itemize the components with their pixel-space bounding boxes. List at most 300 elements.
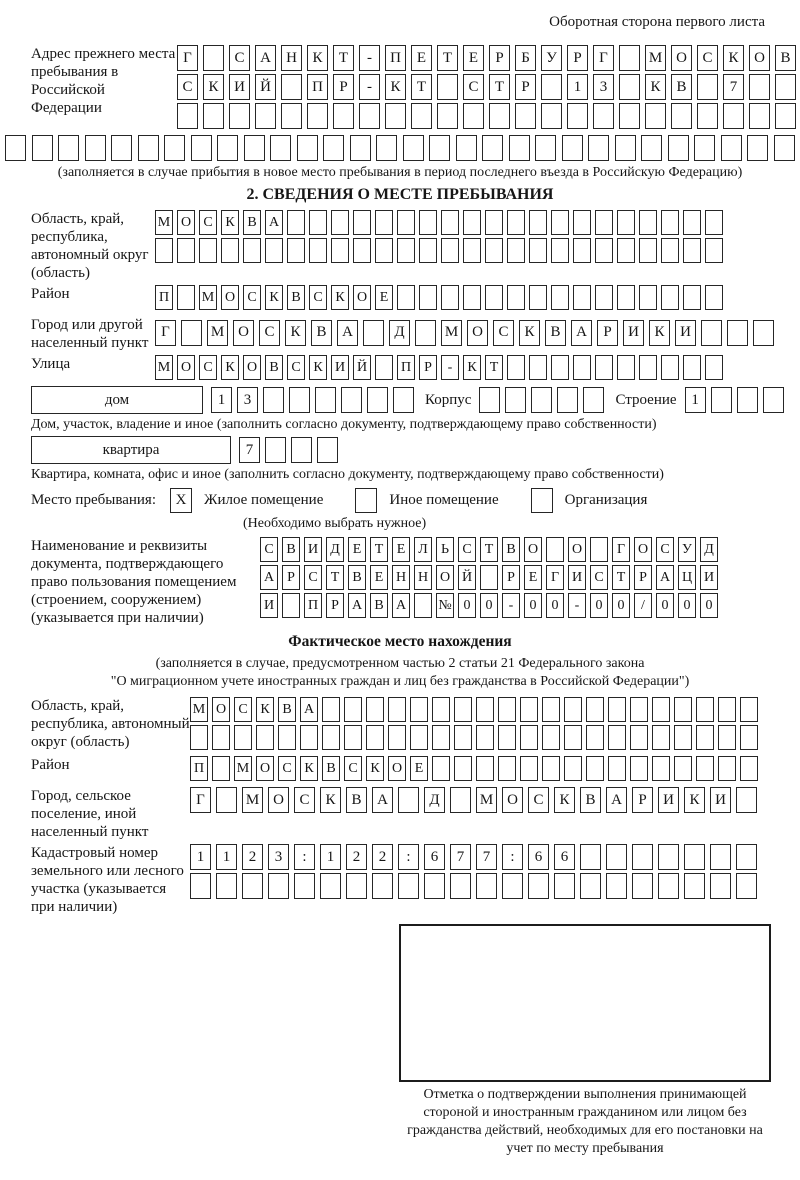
char-cell — [297, 135, 318, 161]
char-cell — [586, 725, 604, 750]
char-cell — [177, 103, 198, 129]
actual-city-row — [190, 787, 795, 813]
char-cell: В — [311, 320, 332, 346]
char-cell: С — [304, 565, 322, 590]
char-cell — [454, 697, 472, 722]
char-cell — [509, 135, 530, 161]
char-cell — [432, 697, 450, 722]
char-cell — [281, 74, 302, 100]
char-cell — [652, 756, 670, 781]
region-grids — [155, 210, 795, 266]
char-cell: 2 — [242, 844, 263, 870]
char-cell — [58, 135, 79, 161]
char-cell: О — [749, 45, 770, 71]
char-cell — [661, 210, 679, 235]
char-cell: - — [568, 593, 586, 618]
char-cell — [727, 320, 748, 346]
korpus-label: Корпус — [425, 391, 472, 408]
char-cell: 1 — [320, 844, 341, 870]
char-cell: Р — [515, 74, 536, 100]
char-cell — [639, 238, 657, 263]
char-cell — [300, 725, 318, 750]
char-cell: С — [287, 355, 305, 380]
char-cell — [282, 593, 300, 618]
stay-checkbox-organization — [531, 488, 553, 513]
char-cell — [331, 210, 349, 235]
region-label: Область, край, республика, автономный округ (область) — [31, 211, 149, 281]
char-cell: К — [331, 285, 349, 310]
char-cell: Р — [489, 45, 510, 71]
char-cell — [498, 725, 516, 750]
char-cell: В — [282, 537, 300, 562]
stay-option-label-other-premises: Иное помещение — [389, 492, 499, 508]
char-cell: Т — [485, 355, 503, 380]
char-cell: В — [502, 537, 520, 562]
char-cell — [372, 873, 393, 899]
char-cell: А — [656, 565, 674, 590]
char-cell — [505, 387, 526, 413]
char-cell — [424, 873, 445, 899]
char-cell: О — [568, 537, 586, 562]
char-cell: Г — [546, 565, 564, 590]
char-cell — [375, 210, 393, 235]
char-cell — [397, 285, 415, 310]
char-cell: У — [541, 45, 562, 71]
house-row — [31, 386, 795, 414]
char-cell — [441, 238, 459, 263]
char-cell — [595, 355, 613, 380]
street-block — [5, 355, 795, 383]
char-cell: Д — [700, 537, 718, 562]
char-cell — [619, 74, 640, 100]
char-cell — [683, 210, 701, 235]
document-grids — [260, 537, 795, 621]
actual-district-label: Район — [31, 757, 70, 773]
char-cell: О — [233, 320, 254, 346]
char-cell: В — [346, 787, 367, 813]
char-cell: Г — [155, 320, 176, 346]
char-cell — [397, 210, 415, 235]
char-cell — [331, 238, 349, 263]
char-cell — [341, 387, 362, 413]
char-cell: К — [307, 45, 328, 71]
section2-title: 2. СВЕДЕНИЯ О МЕСТЕ ПРЕБЫВАНИЯ — [246, 186, 554, 203]
char-cell: К — [285, 320, 306, 346]
char-cell — [212, 725, 230, 750]
char-cell — [564, 756, 582, 781]
char-cell: И — [331, 355, 349, 380]
char-cell — [333, 103, 354, 129]
char-cell — [265, 437, 286, 463]
char-cell — [674, 725, 692, 750]
char-cell — [111, 135, 132, 161]
char-cell: Р — [502, 565, 520, 590]
stay-type-note: (Необходимо выбрать нужное) — [243, 516, 427, 531]
char-cell — [366, 697, 384, 722]
char-cell — [542, 697, 560, 722]
char-cell — [619, 103, 640, 129]
char-cell — [705, 210, 723, 235]
char-cell — [429, 135, 450, 161]
char-cell: К — [366, 756, 384, 781]
city-row — [155, 320, 795, 346]
document-row-2 — [260, 565, 795, 590]
korpus-cells — [479, 387, 609, 413]
char-cell — [573, 210, 591, 235]
char-cell — [630, 756, 648, 781]
char-cell — [542, 725, 560, 750]
char-cell: Т — [326, 565, 344, 590]
cadastral-label: Кадастровый номер земельного или лесного участка (указывается при наличии) — [31, 845, 184, 915]
char-cell — [737, 387, 758, 413]
char-cell — [710, 873, 731, 899]
char-cell: 0 — [458, 593, 476, 618]
prev-address-note: (заполняется в случае прибытия в новое место пребывания в период последнего въезда в Российскую Федерацию) — [57, 165, 743, 180]
char-cell: М — [190, 697, 208, 722]
char-cell — [419, 210, 437, 235]
char-cell — [203, 103, 224, 129]
char-cell: Е — [411, 45, 432, 71]
char-cell: Р — [632, 787, 653, 813]
char-cell — [281, 103, 302, 129]
char-cell — [410, 697, 428, 722]
char-cell — [322, 725, 340, 750]
char-cell: 7 — [239, 437, 260, 463]
char-cell — [564, 697, 582, 722]
char-cell: И — [623, 320, 644, 346]
char-cell — [315, 387, 336, 413]
actual-location-note — [5, 655, 795, 691]
char-cell — [652, 697, 670, 722]
char-cell: Г — [177, 45, 198, 71]
char-cell — [419, 285, 437, 310]
char-cell: С — [458, 537, 476, 562]
char-cell: О — [388, 756, 406, 781]
char-cell — [541, 103, 562, 129]
char-cell: 1 — [211, 387, 232, 413]
char-cell — [740, 725, 758, 750]
char-cell: О — [467, 320, 488, 346]
char-cell: К — [519, 320, 540, 346]
char-cell — [749, 74, 770, 100]
actual-district-row — [190, 756, 795, 781]
char-cell — [718, 725, 736, 750]
char-cell: Н — [414, 565, 432, 590]
char-cell: 1 — [685, 387, 706, 413]
char-cell — [520, 697, 538, 722]
char-cell: Р — [634, 565, 652, 590]
char-cell — [639, 355, 657, 380]
char-cell: А — [255, 45, 276, 71]
document-row-1 — [260, 537, 795, 562]
char-cell — [639, 210, 657, 235]
char-cell — [573, 238, 591, 263]
char-cell — [463, 285, 481, 310]
char-cell: А — [260, 565, 278, 590]
char-cell: А — [606, 787, 627, 813]
char-cell — [320, 873, 341, 899]
char-cell — [683, 285, 701, 310]
char-cell: Т — [612, 565, 630, 590]
char-cell — [287, 238, 305, 263]
char-cell: Р — [419, 355, 437, 380]
house-note: Дом, участок, владение и иное (заполнить согласно документу, подтверждающему право собственности) — [31, 417, 657, 432]
char-cell — [414, 593, 432, 618]
prev-address-row-3 — [177, 103, 795, 129]
char-cell — [619, 45, 640, 71]
char-cell: В — [243, 210, 261, 235]
char-cell: М — [199, 285, 217, 310]
char-cell: М — [234, 756, 252, 781]
char-cell — [307, 103, 328, 129]
char-cell: 6 — [424, 844, 445, 870]
char-cell — [557, 387, 578, 413]
char-cell: / — [634, 593, 652, 618]
city-label: Город или другой населенный пункт — [31, 317, 149, 351]
char-cell — [668, 135, 689, 161]
char-cell — [212, 756, 230, 781]
char-cell — [658, 844, 679, 870]
char-cell — [753, 320, 774, 346]
char-cell: К — [221, 210, 239, 235]
apartment-row — [31, 436, 795, 464]
char-cell — [696, 697, 714, 722]
char-cell — [385, 103, 406, 129]
char-cell: - — [441, 355, 459, 380]
char-cell — [454, 725, 472, 750]
cadastral-block — [5, 844, 795, 916]
char-cell — [322, 697, 340, 722]
char-cell — [476, 725, 494, 750]
char-cell — [641, 135, 662, 161]
char-cell — [608, 725, 626, 750]
char-cell: Г — [593, 45, 614, 71]
char-cell: Т — [333, 45, 354, 71]
char-cell: П — [190, 756, 208, 781]
char-cell: Д — [424, 787, 445, 813]
char-cell — [498, 697, 516, 722]
char-cell: И — [710, 787, 731, 813]
char-cell: А — [392, 593, 410, 618]
char-cell — [234, 725, 252, 750]
char-cell — [177, 285, 195, 310]
prev-address-block — [5, 45, 795, 132]
char-cell — [309, 238, 327, 263]
char-cell — [593, 103, 614, 129]
prev-address-label: Адрес прежнего места пребывания в Российской Федерации — [31, 46, 176, 116]
char-cell: И — [675, 320, 696, 346]
char-cell — [344, 697, 362, 722]
char-cell: П — [397, 355, 415, 380]
char-cell: Е — [348, 537, 366, 562]
char-cell: М — [242, 787, 263, 813]
char-cell: С — [294, 787, 315, 813]
char-cell — [507, 355, 525, 380]
char-cell: В — [265, 355, 283, 380]
char-cell: М — [207, 320, 228, 346]
char-cell: О — [256, 756, 274, 781]
char-cell — [476, 697, 494, 722]
house-number-cells — [211, 387, 419, 413]
char-cell — [450, 787, 471, 813]
char-cell: - — [359, 74, 380, 100]
char-cell: - — [359, 45, 380, 71]
char-cell — [419, 238, 437, 263]
char-cell — [203, 45, 224, 71]
char-cell: 6 — [528, 844, 549, 870]
char-cell: К — [256, 697, 274, 722]
char-cell: П — [307, 74, 328, 100]
char-cell: 0 — [590, 593, 608, 618]
char-cell: П — [155, 285, 173, 310]
char-cell — [255, 103, 276, 129]
char-cell — [485, 210, 503, 235]
char-cell: : — [502, 844, 523, 870]
char-cell — [229, 103, 250, 129]
char-cell: : — [294, 844, 315, 870]
stay-checkbox-other-premises — [355, 488, 377, 513]
char-cell — [244, 135, 265, 161]
char-cell: В — [287, 285, 305, 310]
char-cell: Р — [567, 45, 588, 71]
char-cell: Е — [392, 537, 410, 562]
char-cell — [617, 210, 635, 235]
char-cell — [289, 387, 310, 413]
char-cell: В — [775, 45, 796, 71]
char-cell — [353, 210, 371, 235]
char-cell — [221, 238, 239, 263]
char-cell — [397, 238, 415, 263]
char-cell — [437, 74, 458, 100]
char-cell — [736, 873, 757, 899]
char-cell — [502, 873, 523, 899]
char-cell: О — [177, 210, 195, 235]
char-cell — [263, 387, 284, 413]
stamp-area — [399, 924, 771, 1158]
char-cell: О — [353, 285, 371, 310]
apartment-cells — [239, 437, 343, 463]
char-cell — [705, 238, 723, 263]
char-cell — [256, 725, 274, 750]
char-cell — [164, 135, 185, 161]
char-cell: Г — [190, 787, 211, 813]
char-cell — [774, 135, 795, 161]
char-cell — [775, 74, 796, 100]
char-cell: С — [243, 285, 261, 310]
char-cell: С — [309, 285, 327, 310]
char-cell — [393, 387, 414, 413]
char-cell — [564, 725, 582, 750]
char-cell: В — [545, 320, 566, 346]
char-cell: А — [348, 593, 366, 618]
char-cell — [375, 355, 393, 380]
char-cell: В — [580, 787, 601, 813]
region-row-1 — [155, 210, 795, 235]
char-cell: А — [372, 787, 393, 813]
char-cell — [740, 697, 758, 722]
apartment-box-label: квартира — [31, 436, 231, 464]
char-cell: М — [645, 45, 666, 71]
char-cell — [632, 844, 653, 870]
char-cell — [270, 135, 291, 161]
char-cell — [608, 756, 626, 781]
char-cell — [595, 210, 613, 235]
char-cell: К — [684, 787, 705, 813]
prev-address-grids — [177, 45, 795, 132]
char-cell: 0 — [546, 593, 564, 618]
apartment-note: Квартира, комната, офис и иное (заполнить согласно документу, подтверждающему право собственности) — [31, 467, 664, 482]
actual-location-note-line2: "О миграционном учете иностранных граждан и лиц без гражданства в Российской Федерации") — [110, 674, 690, 689]
char-cell — [529, 355, 547, 380]
char-cell: Д — [326, 537, 344, 562]
stay-type-label: Место пребывания: — [31, 492, 156, 508]
char-cell — [507, 210, 525, 235]
char-cell: С — [697, 45, 718, 71]
char-cell — [606, 844, 627, 870]
char-cell — [671, 103, 692, 129]
char-cell — [265, 238, 283, 263]
char-cell: 1 — [190, 844, 211, 870]
char-cell: 2 — [346, 844, 367, 870]
prev-address-row-1 — [177, 45, 795, 71]
char-cell: К — [300, 756, 318, 781]
char-cell — [278, 725, 296, 750]
char-cell — [388, 697, 406, 722]
char-cell: И — [568, 565, 586, 590]
street-row — [155, 355, 795, 380]
char-cell: С — [528, 787, 549, 813]
char-cell: 3 — [268, 844, 289, 870]
char-cell — [630, 725, 648, 750]
char-cell: Е — [410, 756, 428, 781]
char-cell — [363, 320, 384, 346]
char-cell — [528, 873, 549, 899]
char-cell: Е — [370, 565, 388, 590]
stroenie-cells — [685, 387, 789, 413]
char-cell — [350, 135, 371, 161]
char-cell — [507, 238, 525, 263]
char-cell — [441, 285, 459, 310]
char-cell: 0 — [700, 593, 718, 618]
char-cell — [721, 135, 742, 161]
char-cell — [398, 873, 419, 899]
char-cell: В — [370, 593, 388, 618]
char-cell: 7 — [450, 844, 471, 870]
char-cell — [177, 238, 195, 263]
house-box-label: дом — [31, 386, 203, 414]
document-row-3 — [260, 593, 795, 618]
char-cell: Й — [353, 355, 371, 380]
char-cell — [441, 210, 459, 235]
char-cell — [694, 135, 715, 161]
char-cell — [674, 756, 692, 781]
char-cell — [554, 873, 575, 899]
char-cell — [541, 74, 562, 100]
char-cell — [190, 873, 211, 899]
char-cell: С — [463, 74, 484, 100]
char-cell — [190, 725, 208, 750]
char-cell — [674, 697, 692, 722]
char-cell: Т — [480, 537, 498, 562]
char-cell — [482, 135, 503, 161]
char-cell: Н — [281, 45, 302, 71]
char-cell: И — [260, 593, 278, 618]
char-cell: М — [155, 355, 173, 380]
char-cell: А — [300, 697, 318, 722]
char-cell: 0 — [524, 593, 542, 618]
actual-region-label: Область, край, республика, автономный округ (область) — [31, 698, 190, 750]
char-cell: О — [524, 537, 542, 562]
